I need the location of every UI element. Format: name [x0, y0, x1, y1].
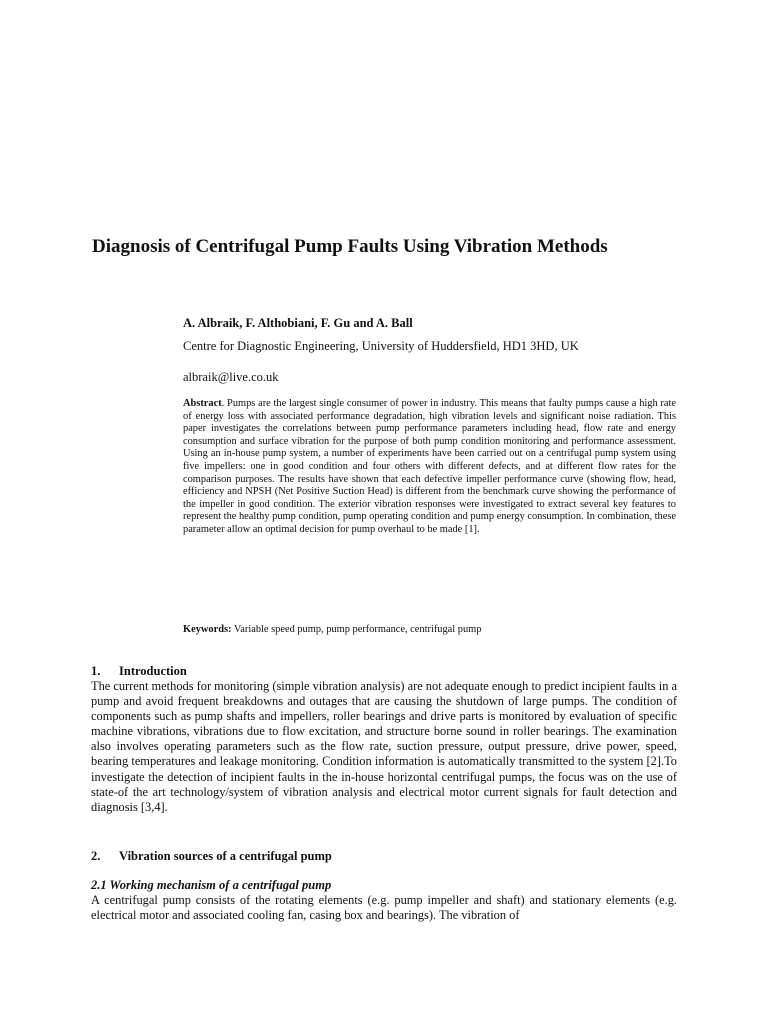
section-number: 1. [91, 664, 101, 678]
abstract-label: Abstract [183, 398, 222, 409]
section-title: Introduction [119, 664, 187, 678]
subsection-heading: 2.1 Working mechanism of a centrifugal pump [91, 878, 332, 892]
section-number: 2. [91, 849, 101, 863]
section-heading-vibration-sources [91, 849, 332, 864]
keywords-text: Variable speed pump, pump performance, centrifugal pump [231, 624, 482, 635]
keywords-label: Keywords: [183, 624, 232, 635]
contact-email: albraik@live.co.uk [183, 370, 279, 384]
section-heading-introduction [91, 664, 187, 679]
abstract [183, 398, 676, 537]
section-title: Vibration sources of a centrifugal pump [119, 849, 332, 863]
introduction-paragraph: The current methods for monitoring (simple vibration analysis) are not adequate enough to predict incipient faults in a pump and avoid frequent breakdowns and outages that are causing the shutdown of large pumps. The condition of components such as pump shafts and impellers, roller bearings and drive parts is monitored by evaluation of specific machine vibrations, vibrations due to flow excitation, and structure borne sound in roller bearings. The examination also involves operating parameters such as the flow rate, suction pressure, output pressure, drive power, speed, bearing temperatures and leakage monitoring. Condition information is automatically transmitted to the system [2].To investigate the detection of incipient faults in the in-house horizontal centrifugal pumps, the focus was on the use of state-of the art technology/system of vibration analysis and electrical motor current signals for fault detection and diagnosis [3,4]. [91, 679, 677, 814]
section2-paragraph: A centrifugal pump consists of the rotating elements (e.g. pump impeller and shaft) and stationary elements (e.g. electrical motor and associated cooling fan, casing box and bearings). The vibration of [91, 893, 677, 923]
paper-title: Diagnosis of Centrifugal Pump Faults Using Vibration Methods [92, 236, 608, 257]
affiliation: Centre for Diagnostic Engineering, University of Huddersfield, HD1 3HD, UK [183, 339, 579, 353]
author-list: A. Albraik, F. Althobiani, F. Gu and A. Ball [183, 316, 413, 330]
keywords [183, 624, 481, 635]
abstract-text: . Pumps are the largest single consumer of power in industry. This means that faulty pumps cause a high rate of energy loss with associated performance degradation, high vibration levels and significant noise radiation. This paper investigates the correlations between pump performance parameters including head, flow rate and energy consumption and surface vibration for the purpose of both pump condition monitoring and performance assessment. Using an in-house pump system, a number of experiments have been carried out on a centrifugal pump system using five impellers: one in good condition and four others with different defects, and at different flow rates for the comparison purposes. The results have shown that each defective impeller performance curve (showing flow, head, efficiency and NPSH (Net Positive Suction Head) is different from the benchmark curve showing the performance of the impeller in good condition. The exterior vibration responses were investigated to extract several key features to represent the healthy pump condition, pump operating condition and pump energy consumption. In combination, these parameter allow an optimal decision for pump overhaul to be made [1]. [183, 398, 676, 535]
